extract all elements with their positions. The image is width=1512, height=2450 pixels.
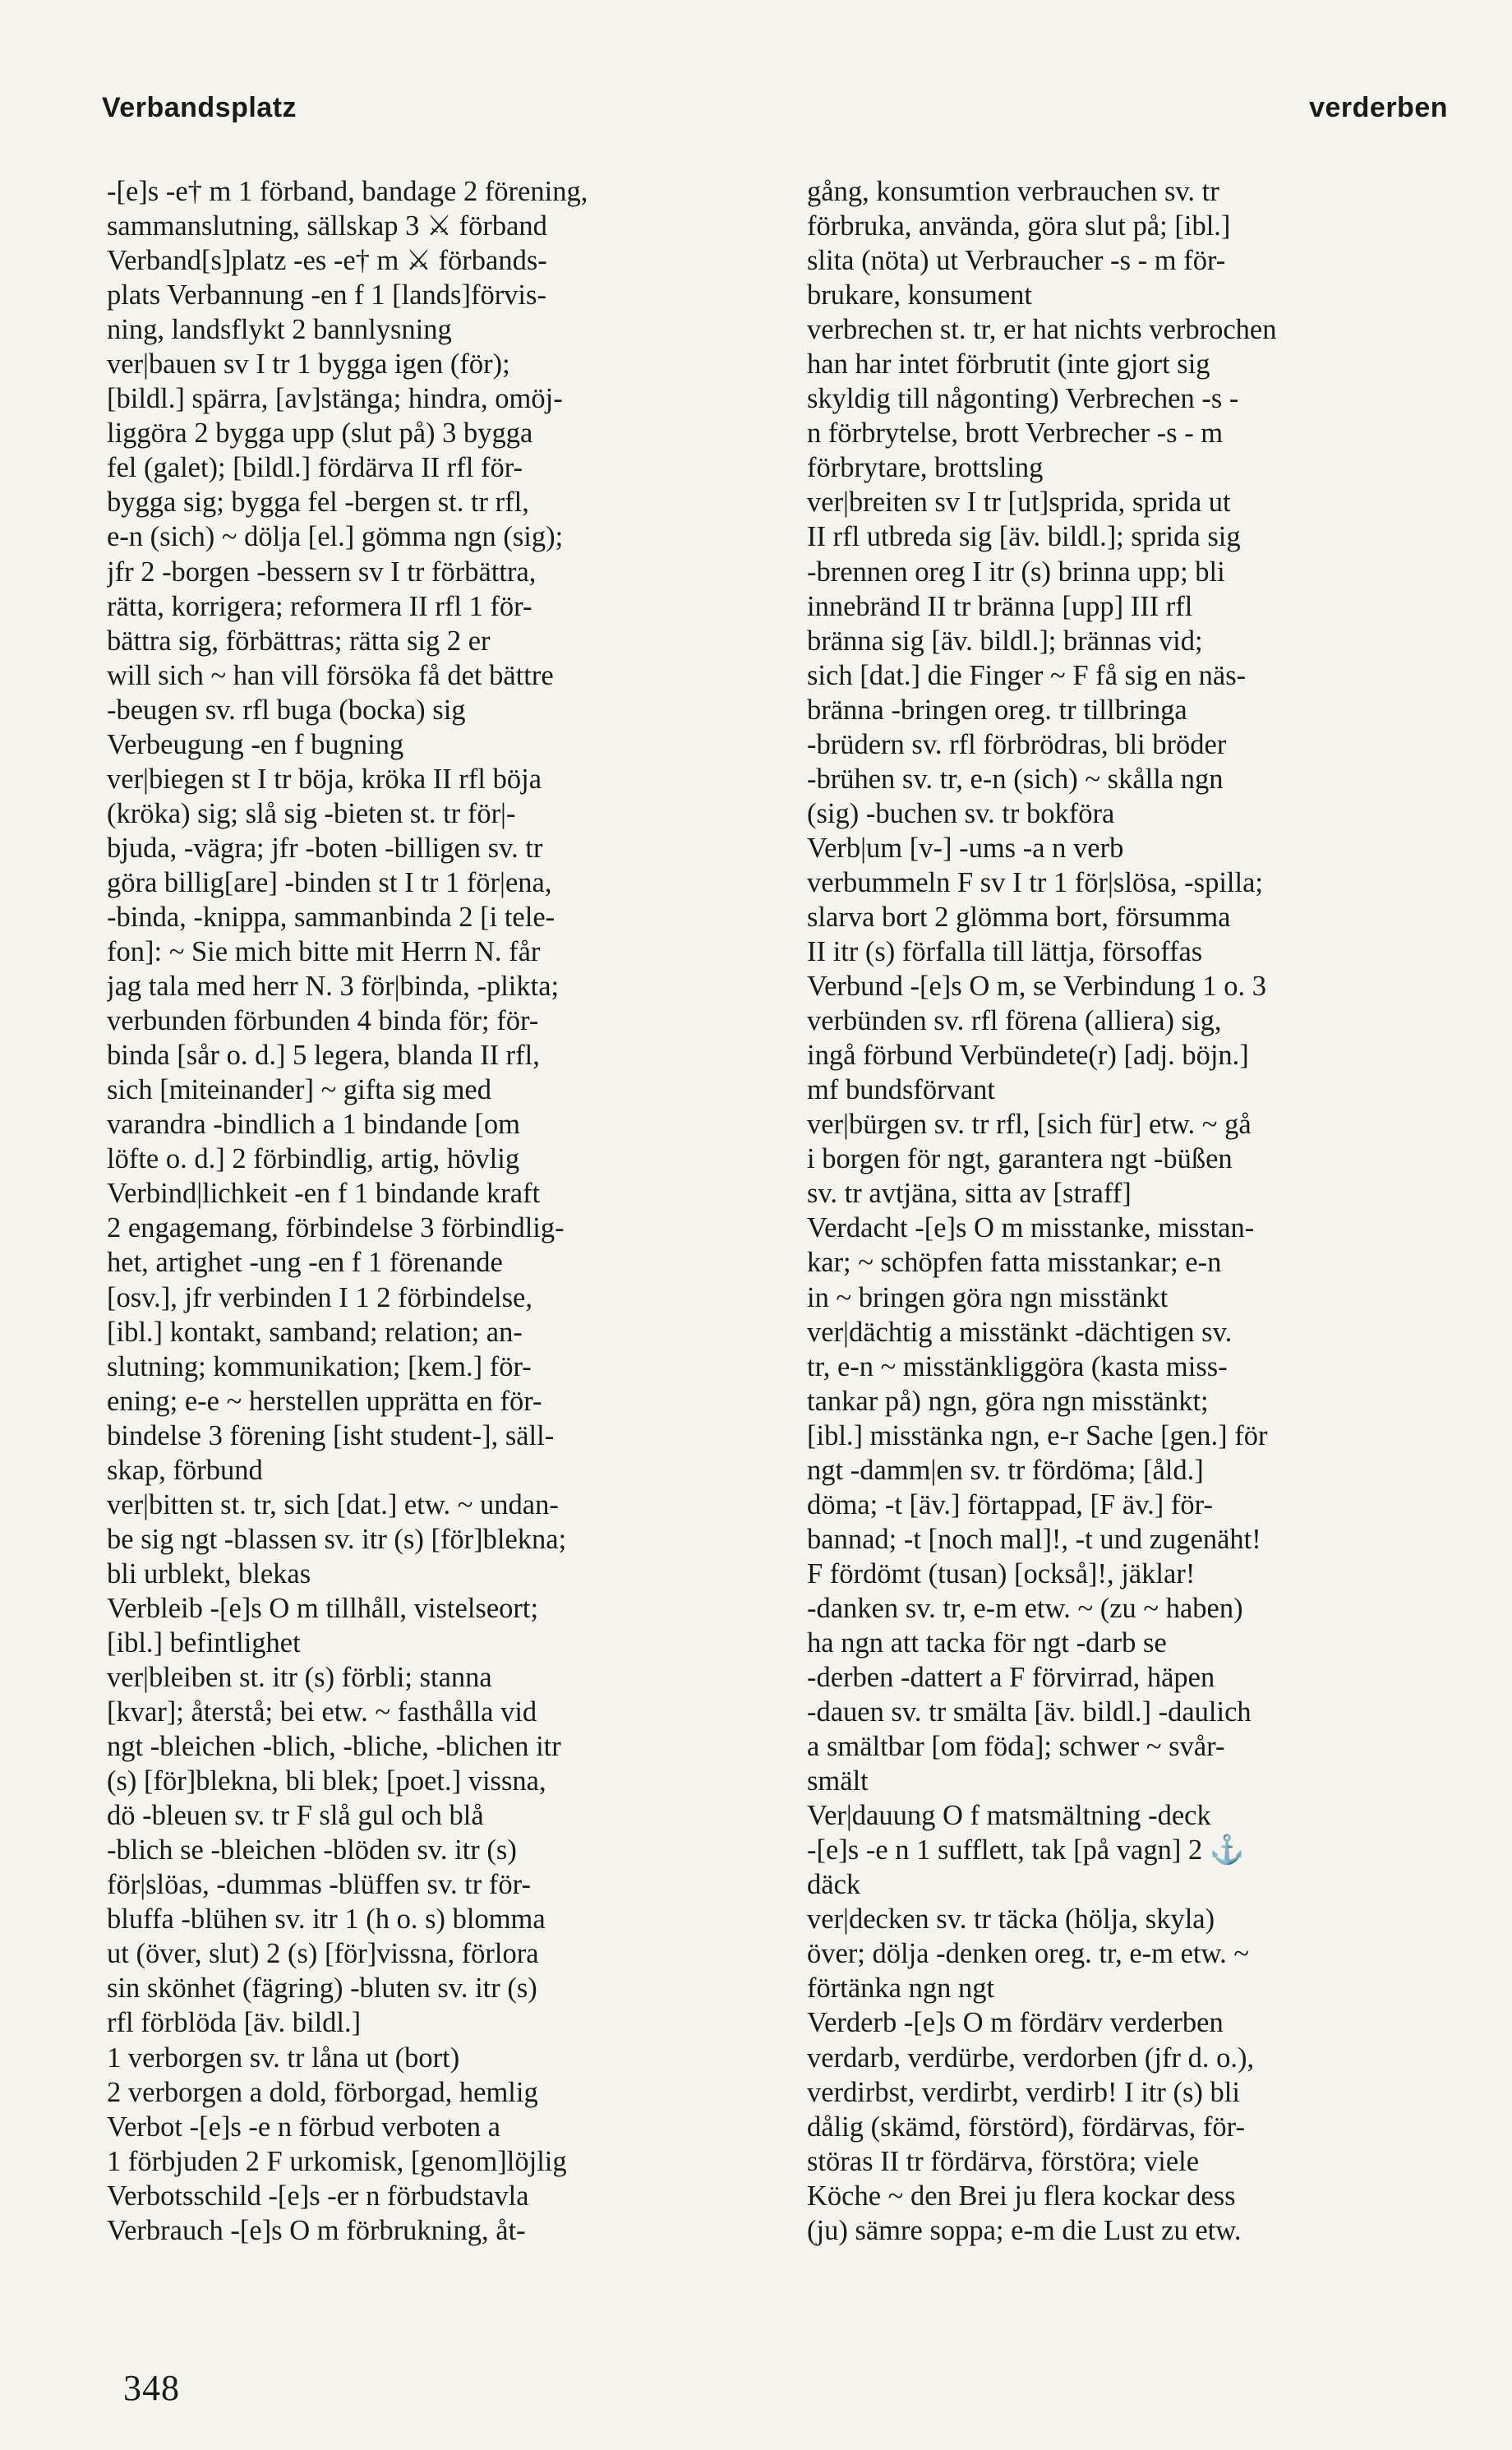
entry-line: Verbind|lichkeit -en f 1 bindande kraft xyxy=(107,1178,541,1210)
entry-line: plats Verbannung -en f 1 [lands]förvis- xyxy=(107,279,546,311)
entry-line: förtänka ngn ngt xyxy=(807,1972,995,2005)
entry-line: het, artighet -ung -en f 1 förenande xyxy=(107,1247,503,1279)
entry-line: ngt -bleichen -blich, -bliche, -blichen itr xyxy=(107,1731,561,1763)
entry-line: Köche ~ den Brei ju flera kockar dess xyxy=(807,2180,1236,2212)
entry-line: -[e]s -e† m 1 förband, bandage 2 förening, xyxy=(107,176,588,207)
entry-line: Verbeugung -en f bugning xyxy=(107,728,404,760)
entry-line: kar; ~ schöpfen fatta misstankar; e-n xyxy=(807,1247,1222,1279)
entry-line: -binda, -knippa, sammanbinda 2 [i tele- xyxy=(107,901,555,933)
entry-line: verdarb, verdürbe, verdorben (jfr d. o.), xyxy=(807,2042,1255,2074)
entry-line: tr, e-n ~ misstänkliggöra (kasta miss- xyxy=(807,1350,1228,1382)
entry-line: däck xyxy=(807,1869,861,1901)
entry-line: han har intet förbrutit (inte gjort sig xyxy=(807,348,1210,381)
entry-line: verdirbst, verdirbt, verdirb! I itr (s) bli xyxy=(807,2076,1240,2108)
entry-line: fel (galet); [bildl.] fördärva II rfl för- xyxy=(107,452,523,484)
entry-line: dö -bleuen sv. tr F slå gul och blå xyxy=(107,1800,484,1832)
entry-line: rätta, korrigera; reformera II rfl 1 för- xyxy=(107,590,532,622)
running-head-left: Verbandsplatz xyxy=(102,92,297,123)
entry-line: ver|decken sv. tr täcka (hölja, skyla) xyxy=(807,1903,1215,1936)
entry-line: förbruka, använda, göra slut på; [ibl.] xyxy=(807,210,1231,242)
entry-line: [ibl.] befintlighet xyxy=(107,1626,301,1659)
running-head-right: verderben xyxy=(1309,92,1448,123)
entry-line: F fördömt (tusan) [också]!, jäklar! xyxy=(807,1557,1196,1590)
entry-line: gång, konsumtion verbrauchen sv. tr xyxy=(807,176,1219,207)
entry-line: [osv.], jfr verbinden I 1 2 förbindelse, xyxy=(107,1281,532,1313)
entry-line: -brennen oreg I itr (s) brinna upp; bli xyxy=(807,556,1225,588)
entry-line: i borgen för ngt, garantera ngt -büßen xyxy=(807,1143,1233,1175)
entry-line: sich [dat.] die Finger ~ F få sig en näs- xyxy=(807,659,1247,691)
entry-line: bjuda, -vägra; jfr -boten -billigen sv. tr xyxy=(107,832,543,864)
entry-line: in ~ bringen göra ngn misstänkt xyxy=(807,1281,1169,1313)
entry-line: -[e]s -e n 1 sufflett, tak [på vagn] 2 ⚓ xyxy=(807,1834,1245,1866)
entry-line: förbrytare, brottsling xyxy=(807,452,1044,484)
entry-line: verbunden förbunden 4 binda för; för- xyxy=(107,1005,539,1037)
entry-line: (sig) -buchen sv. tr bokföra xyxy=(807,797,1115,829)
entry-line: (ju) sämre soppa; e-m die Lust zu etw. xyxy=(807,2214,1242,2246)
entry-line: Verderb -[e]s O m fördärv verderben xyxy=(807,2007,1224,2039)
entry-line: e-n (sich) ~ dölja [el.] gömma ngn (sig); xyxy=(107,521,564,553)
entry-line: -blich se -bleichen -blöden sv. itr (s) xyxy=(107,1834,517,1866)
entry-line: Verband[s]platz -es -e† m ⚔ förbands- xyxy=(107,245,547,277)
entry-line: liggöra 2 bygga upp (slut på) 3 bygga xyxy=(107,418,533,450)
entry-line: Verbund -[e]s O m, se Verbindung 1 o. 3 xyxy=(807,971,1266,1003)
right-column xyxy=(807,174,1461,2248)
entry-line: II rfl utbreda sig [äv. bildl.]; sprida sig xyxy=(807,521,1241,553)
entry-line: binda [sår o. d.] 5 legera, blanda II rfl, xyxy=(107,1040,540,1072)
entry-line: Ver|dauung O f matsmältning -deck xyxy=(807,1800,1211,1832)
entry-line: ha ngn att tacka för ngt -darb se xyxy=(807,1626,1167,1659)
entry-line: sv. tr avtjäna, sitta av [straff] xyxy=(807,1178,1132,1210)
entry-line: ening; e-e ~ herstellen upprätta en för- xyxy=(107,1385,542,1417)
entry-line: Verdacht -[e]s O m misstanke, misstan- xyxy=(807,1212,1255,1244)
entry-line: ut (över, slut) 2 (s) [för]vissna, förlora xyxy=(107,1938,539,1970)
entry-line: över; dölja -denken oreg. tr, e-m etw. ~ xyxy=(807,1938,1250,1970)
entry-line: ver|bleiben st. itr (s) förbli; stanna xyxy=(107,1662,492,1694)
entry-line: ver|biegen st I tr böja, kröka II rfl böja xyxy=(107,763,542,795)
entry-line: sin skönhet (fägring) -bluten sv. itr (s) xyxy=(107,1972,537,2005)
entry-line: verbünden sv. rfl förena (alliera) sig, xyxy=(807,1005,1222,1037)
entry-line: II itr (s) förfalla till lättja, försoffas xyxy=(807,936,1203,968)
entry-line: Verbotsschild -[e]s -er n förbudstavla xyxy=(107,2180,529,2212)
entry-line: Verbrauch -[e]s O m förbrukning, åt- xyxy=(107,2214,526,2246)
entry-line: ingå förbund Verbündete(r) [adj. böjn.] xyxy=(807,1040,1249,1072)
entry-line: fon]: ~ Sie mich bitte mit Herrn N. får xyxy=(107,936,541,968)
entry-line: 2 verborgen a dold, förborgad, hemlig xyxy=(107,2076,538,2108)
entry-line: [ibl.] misstänka ngn, e-r Sache [gen.] för xyxy=(807,1419,1268,1451)
entry-line: a smältbar [om föda]; schwer ~ svår- xyxy=(807,1731,1225,1763)
entry-line: för|slöas, -dummas -blüffen sv. tr för- xyxy=(107,1869,531,1901)
entry-line: bättra sig, förbättras; rätta sig 2 er xyxy=(107,625,491,657)
entry-line: Verb|um [v-] -ums -a n verb xyxy=(807,832,1124,864)
entry-line: göra billig[are] -binden st I tr 1 för|ena, xyxy=(107,866,552,898)
entry-line: sammanslutning, sällskap 3 ⚔ förband xyxy=(107,210,547,242)
entry-line: -brühen sv. tr, e-n (sich) ~ skålla ngn xyxy=(807,763,1224,795)
entry-line: ning, landsflykt 2 bannlysning xyxy=(107,314,452,346)
entry-line: slita (nöta) ut Verbraucher -s - m för- xyxy=(807,245,1226,277)
entry-line: ver|breiten sv I tr [ut]sprida, sprida ut xyxy=(807,487,1231,519)
entry-line: smält xyxy=(807,1765,869,1797)
entry-line: löfte o. d.] 2 förbindlig, artig, hövlig xyxy=(107,1143,520,1175)
entry-line: bränna sig [äv. bildl.]; brännas vid; xyxy=(807,625,1203,657)
entry-line: -dauen sv. tr smälta [äv. bildl.] -daulich xyxy=(807,1696,1252,1728)
entry-line: Verbleib -[e]s O m tillhåll, vistelseort; xyxy=(107,1592,539,1624)
page-number: 348 xyxy=(123,2368,180,2408)
entry-line: (kröka) sig; slå sig -bieten st. tr för|- xyxy=(107,797,516,829)
entry-line: ver|dächtig a misstänkt -dächtigen sv. xyxy=(807,1316,1233,1348)
entry-line: bli urblekt, blekas xyxy=(107,1557,311,1590)
left-column xyxy=(107,174,761,2248)
entry-line: slarva bort 2 glömma bort, försumma xyxy=(807,901,1231,933)
entry-line: verbummeln F sv I tr 1 för|slösa, -spilla; xyxy=(807,866,1263,898)
entry-line: döma; -t [äv.] förtappad, [F äv.] för- xyxy=(807,1488,1213,1520)
entry-line: innebränd II tr bränna [upp] III rfl xyxy=(807,590,1193,622)
entry-line: verbrechen st. tr, er hat nichts verbrochen xyxy=(807,314,1277,346)
entry-line: 2 engagemang, förbindelse 3 förbindlig- xyxy=(107,1212,565,1244)
entry-line: jag tala med herr N. 3 för|binda, -plikta; xyxy=(107,971,560,1003)
entry-line: 1 verborgen sv. tr låna ut (bort) xyxy=(107,2042,460,2074)
entry-line: bluffa -blühen sv. itr 1 (h o. s) blomma xyxy=(107,1903,546,1936)
entry-line: be sig ngt -blassen sv. itr (s) [för]blekna; xyxy=(107,1523,567,1555)
entry-line: ver|bürgen sv. tr rfl, [sich für] etw. ~ gå xyxy=(807,1109,1252,1141)
entry-line: skap, förbund xyxy=(107,1454,263,1486)
entry-line: bindelse 3 förening [isht student-], säll- xyxy=(107,1419,555,1451)
entry-line: n förbrytelse, brott Verbrecher -s - m xyxy=(807,418,1224,450)
entry-line: störas II tr fördärva, förstöra; viele xyxy=(807,2145,1200,2177)
entry-line: ngt -damm|en sv. tr fördöma; [åld.] xyxy=(807,1454,1204,1486)
entry-line: rfl förblöda [äv. bildl.] xyxy=(107,2007,362,2039)
entry-line: will sich ~ han vill försöka få det bättre xyxy=(107,659,554,691)
entry-line: skyldig till någonting) Verbrechen -s - xyxy=(807,383,1239,415)
entry-line: 1 förbjuden 2 F urkomisk, [genom]löjlig xyxy=(107,2145,567,2177)
entry-line: tankar på) ngn, göra ngn misstänkt; xyxy=(807,1385,1209,1417)
entry-line: bannad; -t [noch mal]!, -t und zugenäht! xyxy=(807,1523,1261,1555)
entry-line: Verbot -[e]s -e n förbud verboten a xyxy=(107,2111,500,2143)
entry-line: [kvar]; återstå; bei etw. ~ fasthålla vid xyxy=(107,1696,537,1728)
entry-line: jfr 2 -borgen -bessern sv I tr förbättra, xyxy=(107,556,537,588)
entry-line: bygga sig; bygga fel -bergen st. tr rfl, xyxy=(107,487,529,519)
entry-line: brukare, konsument xyxy=(807,279,1033,311)
entry-line: -danken sv. tr, e-m etw. ~ (zu ~ haben) xyxy=(807,1592,1243,1624)
entry-line: slutning; kommunikation; [kem.] för- xyxy=(107,1350,532,1382)
entry-line: [ibl.] kontakt, samband; relation; an- xyxy=(107,1316,523,1348)
entry-line: -brüdern sv. rfl förbrödras, bli bröder xyxy=(807,728,1227,760)
entry-line: [bildl.] spärra, [av]stänga; hindra, omöj- xyxy=(107,383,563,415)
entry-line: ver|bitten st. tr, sich [dat.] etw. ~ undan- xyxy=(107,1488,559,1520)
entry-line: (s) [för]blekna, bli blek; [poet.] vissna, xyxy=(107,1765,546,1797)
entry-line: ver|bauen sv I tr 1 bygga igen (för); xyxy=(107,348,510,381)
entry-line: bränna -bringen oreg. tr tillbringa xyxy=(807,694,1187,726)
entry-line: -beugen sv. rfl buga (bocka) sig xyxy=(107,694,466,726)
entry-line: sich [miteinander] ~ gifta sig med xyxy=(107,1074,491,1106)
entry-line: varandra -bindlich a 1 bindande [om xyxy=(107,1109,520,1141)
entry-line: dålig (skämd, förstörd), fördärvas, för- xyxy=(807,2111,1245,2143)
entry-line: mf bundsförvant xyxy=(807,1074,996,1106)
entry-line: -derben -dattert a F förvirrad, häpen xyxy=(807,1662,1215,1694)
